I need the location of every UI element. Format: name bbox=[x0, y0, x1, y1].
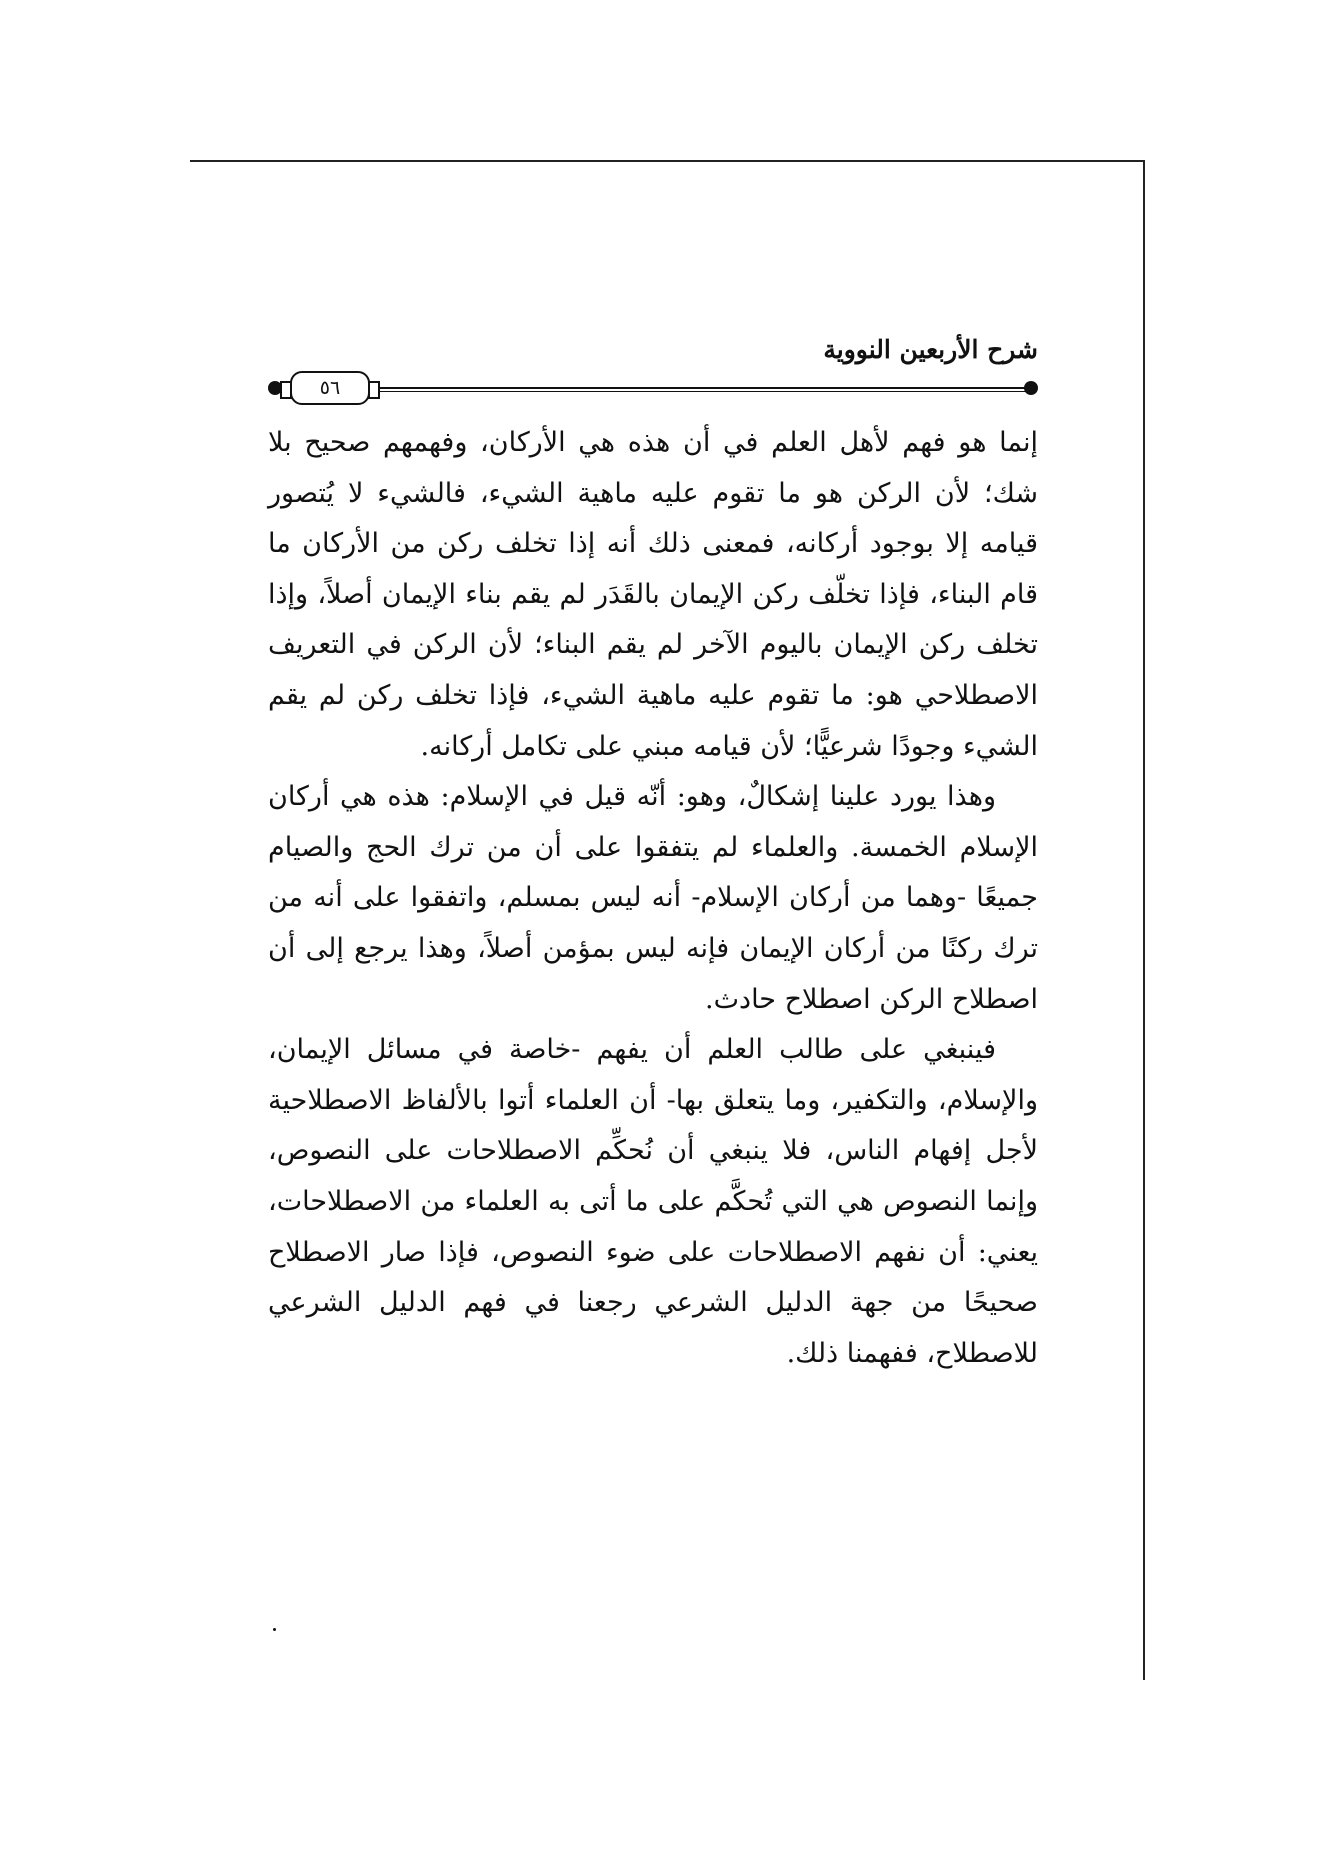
running-header bbox=[268, 335, 1038, 405]
paragraph-2: وهذا يورد علينا إشكالٌ، وهو: أنّه قيل في الإسلام: هذه هي أركان الإسلام الخمسة. والعلماء لم يتفقوا على أن من ترك الحج والصيام جميعًا -وهما من أركان الإسلام- أنه ليس بمسلم، واتفقوا على أنه من ترك ركنًا من أركان الإيمان فإنه ليس بمؤمن أصلاً، وهذا يرجع إلى أن اصطلاح الركن اصطلاح حادث. bbox=[268, 781, 1038, 1015]
page-frame-top-line bbox=[190, 160, 1145, 162]
header-ornament-dot-right bbox=[1024, 381, 1038, 395]
header-rule bbox=[380, 387, 1026, 389]
scan-speck bbox=[273, 1628, 276, 1631]
book-title: شرح الأربعين النووية bbox=[823, 335, 1038, 364]
page-number: ٥٦ bbox=[290, 371, 370, 405]
page-frame-right-line bbox=[1143, 160, 1145, 1680]
paragraph-3: فينبغي على طالب العلم أن يفهم -خاصة في مسائل الإيمان، والإسلام، والتكفير، وما يتعلق بها- أن العلماء أتوا بالألفاظ الاصطلاحية لأجل إفهام الناس، فلا ينبغي أن نُحكِّم الاصطلاحات على النصوص، وإنما النصوص هي التي تُحكَّم على ما أتى به العلماء من الاصطلاحات، يعني: أن نفهم الاصطلاحات على ضوء النصوص، فإذا صار الاصطلاح صحيحًا من جهة الدليل الشرعي رجعنا في فهم الدليل الشرعي للاصطلاح، ففهمنا ذلك. bbox=[268, 1034, 1038, 1369]
header-rule-thin bbox=[380, 391, 1026, 392]
paragraph-1: إنما هو فهم لأهل العلم في أن هذه هي الأركان، وفهمهم صحيح بلا شك؛ لأن الركن هو ما تقوم عليه ماهية الشيء، فالشيء لا يُتصور قيامه إلا بوجود أركانه، فمعنى ذلك أنه إذا تخلف ركن من الأركان ما قام البناء، فإذا تخلّف ركن الإيمان بالقَدَر لم يقم بناء الإيمان أصلاً، وإذا تخلف ركن الإيمان باليوم الآخر لم يقم البناء؛ لأن الركن في التعريف الاصطلاحي هو: ما تقوم عليه ماهية الشيء، فإذا تخلف ركن لم يقم الشيء وجودًا شرعيًّا؛ لأن قيامه مبني على تكامل أركانه. bbox=[268, 427, 1038, 762]
body-text bbox=[268, 418, 1038, 1379]
